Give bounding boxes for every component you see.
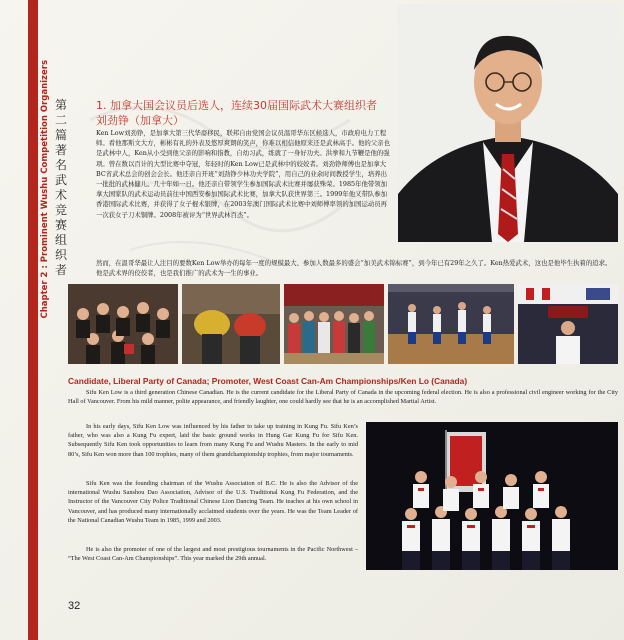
page-number: 32 [68,600,81,612]
english-paragraph-2: In his early days, Sifu Ken Low was influenced by his father to take up training in Kung Fu. Sifu Ken’s father, who was also a Kung Fu expert, laid the basic ground works in Hung Gar Kung Fu for Sifu Ken. Subsequently Sifu Ken took opportunities to learn from many Kung Fu and Wushu Masters. In the early to mid 80’s, Sifu Ken won more than 100 trophies, many of them grandchampionship trophies, from major tournaments. [68,423,358,458]
photo-group-dinner [68,284,178,364]
photo-strip [68,284,618,364]
photo-award-ceremony [284,284,384,364]
chinese-paragraph-2: 然而，在温哥华最让人注目的要数Ken Low举办的每年一度的规模最大、参加人数最多的盛会“加美武术锦标赛”，到今年已有29年之久了。Ken热爱武术，这也是他毕生执着的追求。他是武术界的佼佼者，也是我们推广的武术为一生的事业。 [96,259,612,278]
chapter-title-zh: 第二篇 著名武术竞赛组织者 [54,98,67,277]
photo-lion-dance [182,284,280,364]
chinese-paragraph-1: Ken Low刘劲铮，是加拿大第三代华裔移民，联邦自由党国会议员温哥华东区候选人，市政府电力工程师。看他那斯文大方，彬彬有礼的外表及悠厚爽朗的笑声，你难以相信他原来还是武林高手。他的父亲也是武林中人，Ken从小受到他父亲的影响和指教，自幼习武，练就了一身好功夫。洪拳和九节鞭是他的强项。曾在数以百计的大型比赛中夺冠，年轻时的Ken Low已是武林中的姣姣者。刘劲铮师傅也是加拿大BC省武术总会的创会会长。他还亲自开班“刘劲铮少林功夫学院”，用自己的业余时间教授学生，培养出一批批的武林健儿。几十年如一日。他还亲自带领学生参加国际武术比赛并屡获殊荣。1985年他带领加拿大国家队的武术运动员前往中国西安参加国际武术比赛，加拿大队获世界第三。1999年他又带队参加香港国际武术比赛，并获得了女子棍术银牌，在2003年澳门国际武术比赛中刘师傅率领的加国运动员再一次获女子刀术铜牌。2008年被评为“世界武林百杰”。 [96,129,390,219]
photo-speaker-podium [518,284,618,364]
chinese-heading: 1. 加拿大国会议员后选人，连续30届国际武术大赛组织者刘劲铮（加拿大） [96,99,377,127]
photo-gym-performance [388,284,514,364]
english-heading: Candidate, Liberal Party of Canada; Promoter, West Coast Can-Am Championships/Ken Lo (Canada) [68,376,468,386]
chapter-title-en: Chapter 2 : Prominent Wushu Competition Organizers [40,60,50,319]
english-paragraph-3: Sifu Ken was the founding chairman of the Wushu Association of B.C. He is also the Advisor of the international Wushu Sanshou Dao Association, Advisor of the U.S. Traditional Kung Fu Federation, and the Instructor of the Vancouver City Police Traditional Chinese Lion Dancing Team. He teaches at his own school in Vancouver, and has produced many internationally acclaimed students over the years. He was the Team Leader of the National Canadian Wushu Team in 1985, 1999 and 2003. [68,480,358,524]
group-team-photo [366,422,618,570]
portrait-photo [398,4,618,242]
english-paragraph-4: He is also the promoter of one of the largest and most prestigious tournaments in the Pacific Northwest – “The West Coast Can-Am Championships”. This year marked the 29th annual. [68,546,358,563]
sidebar-accent-bar [28,0,38,640]
english-paragraph-1: Sifu Ken Low is a third generation Chinese Canadian. He is the current candidate for the Liberal Party of Canada in the upcoming federal election. He is also a professional civil engineer working for the City Hall of Vancouver. From his mild manner, polite appearance, and friendly laughter, one could hardly see that he is an accomplished Martial Artist. [68,389,618,406]
